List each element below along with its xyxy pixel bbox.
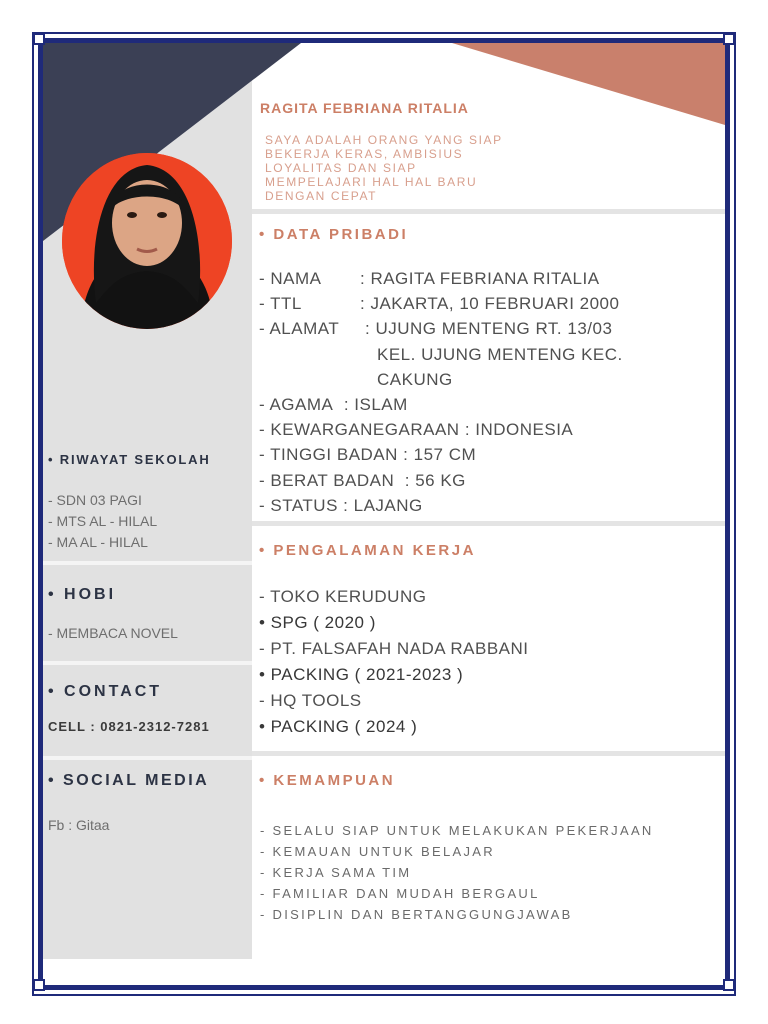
full-name-title: RAGITA FEBRIANA RITALIA [260,100,469,116]
profile-photo [62,153,232,329]
data-row [259,266,623,291]
frame-corner [723,33,735,45]
data-label: - AGAMA [259,395,334,415]
skill-item: - FAMILIAR DAN MUDAH BERGAUL [260,886,540,901]
data-row [259,417,623,442]
experience-list [259,584,529,740]
section-title-social-media: • SOCIAL MEDIA [48,772,210,789]
data-row [259,316,623,341]
hobby-list [48,623,178,644]
data-row [259,367,623,392]
skills-list [260,820,654,925]
skill-item: - DISIPLIN DAN BERTANGGUNGJAWAB [260,907,573,922]
data-label: - BERAT BADAN [259,470,395,490]
profile-summary [265,133,503,203]
profile-photo-icon [62,153,232,329]
frame-corner [723,979,735,991]
frame-corner [33,33,45,45]
data-value: : 56 KG [404,470,466,490]
data-value: : INDONESIA [464,420,574,440]
experience-item: • PACKING ( 2021-2023 ) [259,665,464,684]
data-value: KEL. UJUNG MENTENG KEC. [377,344,623,364]
skill-item: - SELALU SIAP UNTUK MELAKUKAN PEKERJAAN [260,823,654,838]
section-title-data-pribadi: • DATA PRIBADI [259,226,409,243]
summary-line: SAYA ADALAH ORANG YANG SIAP [265,133,503,147]
summary-line: DENGAN CEPAT [265,189,378,203]
data-value: : 157 CM [403,445,477,465]
section-title-kemampuan: • KEMAMPUAN [259,772,396,789]
data-value: : JAKARTA, 10 FEBRUARI 2000 [360,294,620,314]
social-facebook: Fb : Gitaa [48,817,110,833]
section-title-contact: • CONTACT [48,683,163,700]
experience-item: • PACKING ( 2024 ) [259,717,418,736]
education-item: - MA AL - HILAL [48,534,148,550]
data-row [259,342,623,367]
summary-line: MEMPELAJARI HAL HAL BARU [265,175,478,189]
experience-item: - TOKO KERUDUNG [259,587,427,606]
data-label: - NAMA [259,269,322,288]
data-value: : RAGITA FEBRIANA RITALIA [360,269,600,288]
data-row [259,468,623,493]
hobby-item: - MEMBACA NOVEL [48,625,178,641]
education-list [48,490,157,553]
education-item: - SDN 03 PAGI [48,492,142,508]
personal-data-list [259,266,623,518]
experience-item: - HQ TOOLS [259,691,362,710]
left-divider [43,561,252,565]
left-divider [43,756,252,760]
data-label: - KEWARGANEGARAAN [259,420,460,440]
education-item: - MTS AL - HILAL [48,513,158,529]
data-label: - ALAMAT [259,319,340,339]
data-row [259,442,623,467]
data-value: : UJUNG MENTENG RT. 13/03 [365,319,613,339]
data-row [259,291,623,316]
data-row [259,493,623,518]
experience-item: - PT. FALSAFAH NADA RABBANI [259,639,529,658]
data-label: - TINGGI BADAN [259,445,398,465]
section-title-pengalaman-kerja: • PENGALAMAN KERJA [259,542,476,559]
section-title-hobi: • HOBI [48,586,117,603]
experience-item: • SPG ( 2020 ) [259,613,376,632]
data-label: - TTL [259,294,302,314]
right-divider [252,209,725,214]
summary-line: BEKERJA KERAS, AMBISIUS [265,147,464,161]
data-value: : LAJANG [343,495,423,515]
skill-item: - KERJA SAMA TIM [260,865,412,880]
data-value: CAKUNG [377,369,453,389]
left-divider [43,661,252,665]
summary-line: LOYALITAS DAN SIAP [265,161,417,175]
data-row [259,392,623,417]
frame-corner [33,979,45,991]
data-value: : ISLAM [343,395,408,415]
skill-item: - KEMAUAN UNTUK BELAJAR [260,844,495,859]
contact-phone: CELL : 0821-2312-7281 [48,719,210,734]
data-label: - STATUS [259,495,338,515]
section-title-riwayat-sekolah: • RIWAYAT SEKOLAH [48,452,211,467]
right-divider [252,751,725,756]
right-divider [252,521,725,526]
